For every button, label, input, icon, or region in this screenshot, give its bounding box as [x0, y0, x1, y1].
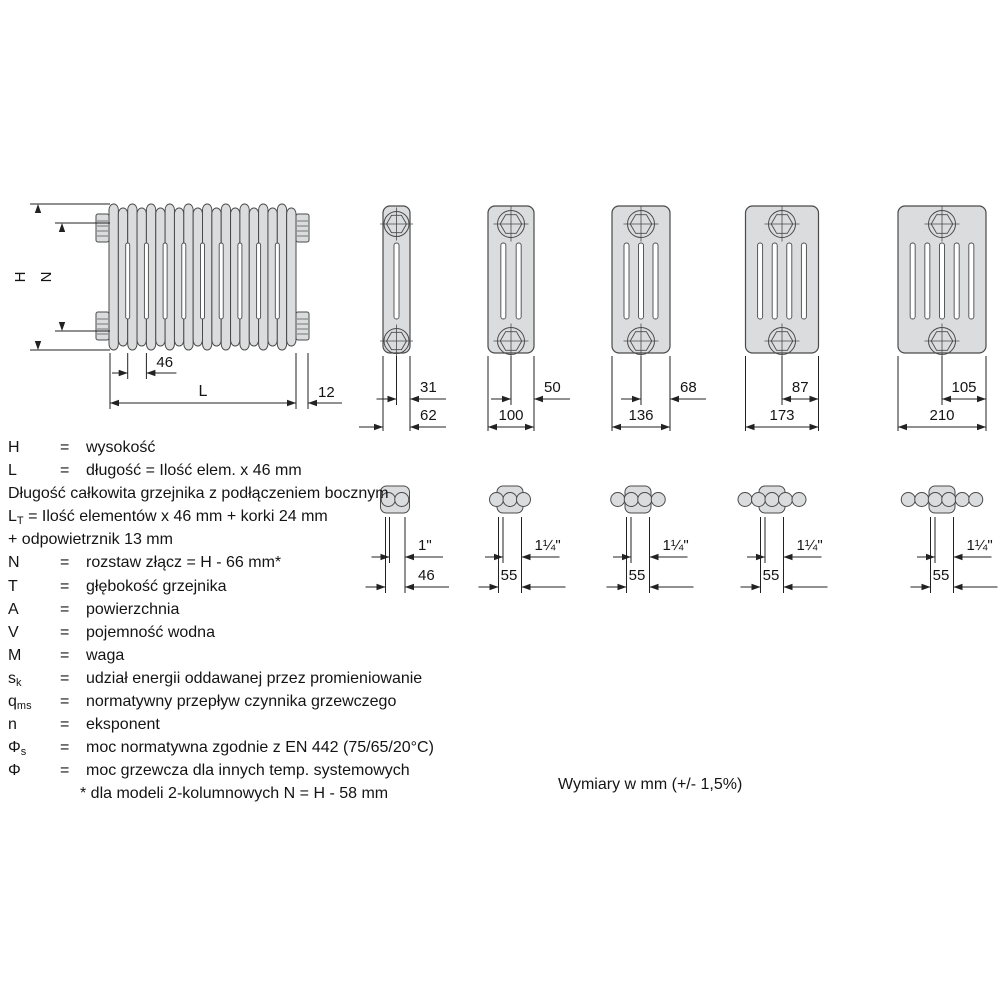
- arrowhead: [618, 584, 627, 590]
- legend-equals: =: [60, 577, 70, 595]
- legend-text: udział energii oddawanej przez promieniowanie: [86, 669, 423, 687]
- pipe-circle: [490, 493, 504, 507]
- half-depth-label: 87: [791, 379, 809, 396]
- half-depth-label: 68: [680, 379, 697, 396]
- pipe-circle: [611, 493, 625, 507]
- legend-row: [8, 621, 478, 644]
- pipe-circle: [901, 493, 915, 507]
- arrowhead: [35, 341, 41, 350]
- arrowhead: [59, 223, 65, 232]
- column-gap-slot: [144, 243, 148, 319]
- legend-symbol: H: [8, 439, 20, 456]
- radiator-tube: [287, 208, 296, 346]
- pitch-label: 55: [932, 567, 950, 584]
- column-gap-slot: [787, 243, 792, 319]
- arrowhead: [977, 396, 986, 402]
- cross-section-136: [612, 206, 706, 431]
- legend-row: [8, 436, 478, 459]
- pipe-circle: [638, 493, 652, 507]
- legend-row: [8, 459, 478, 482]
- legend-row: [8, 667, 478, 690]
- thread-size-label: 1": [418, 537, 432, 554]
- arrowhead: [977, 424, 986, 430]
- column-gap-slot: [275, 243, 279, 319]
- legend-row: [8, 759, 478, 782]
- legend-row: [8, 598, 478, 621]
- column-gap-slot: [516, 243, 521, 319]
- arrowhead: [522, 554, 531, 560]
- column-gap-slot: [126, 243, 130, 319]
- legend-symbol: Φ: [8, 762, 21, 780]
- height-H-label: H: [12, 271, 29, 283]
- legend-equals: =: [60, 716, 70, 734]
- front-view-radiator: [96, 204, 309, 350]
- legend-text: normatywny przepływ czynnika grzewczego: [86, 693, 397, 711]
- legend-text: + odpowietrznik 13 mm: [8, 531, 173, 549]
- pipe-circle: [792, 493, 806, 507]
- legend-symbol-subscript: s: [20, 746, 27, 759]
- arrowhead: [59, 322, 65, 331]
- legend-row: [8, 644, 478, 667]
- legend-symbol: LT: [8, 508, 24, 528]
- thread-size-label: 1¼": [662, 537, 689, 554]
- element-width-46-label: 46: [156, 354, 174, 371]
- legend-text: moc normatywna zgodnie z EN 442 (75/65/20°C): [86, 739, 434, 757]
- legend-equals: =: [60, 739, 70, 757]
- legend-equals: =: [60, 646, 70, 664]
- arrowhead: [752, 584, 761, 590]
- column-gap-slot: [163, 243, 167, 319]
- connection-stub: [296, 214, 309, 242]
- column-gap-slot: [639, 243, 644, 319]
- legend-text: eksponent: [86, 716, 160, 734]
- column-gap-slot: [624, 243, 629, 319]
- column-gap-slot: [925, 243, 930, 319]
- arrowhead: [502, 396, 511, 402]
- legend-equals: =: [60, 600, 70, 618]
- legend-equals: =: [60, 462, 70, 480]
- pipe-circle: [969, 493, 983, 507]
- legend-text: moc grzewcza dla innych temp. systemowych: [86, 762, 410, 780]
- legend-equals: =: [60, 554, 70, 572]
- arrowhead: [632, 396, 641, 402]
- arrowhead: [146, 370, 155, 376]
- arrowhead: [784, 554, 793, 560]
- legend-text: waga: [86, 646, 125, 664]
- depth-label: 100: [498, 407, 524, 424]
- legend-equals: =: [60, 669, 70, 687]
- arrowhead: [782, 396, 791, 402]
- column-gap-slot: [394, 243, 399, 319]
- pipe-circle: [503, 493, 517, 507]
- column-gap-slot: [257, 243, 261, 319]
- legend-symbol: n: [8, 716, 17, 734]
- pipe-circle: [517, 493, 531, 507]
- depth-label: 210: [929, 407, 955, 424]
- arrowhead: [954, 584, 963, 590]
- arrowhead: [898, 424, 907, 430]
- pitch-label: 55: [762, 567, 780, 584]
- joint-spacing-N-label: N: [38, 271, 55, 283]
- arrowhead: [810, 424, 819, 430]
- pipe-circle: [955, 493, 969, 507]
- depth-label: 136: [628, 407, 654, 424]
- legend-symbol: T: [8, 577, 18, 595]
- column-gap-slot: [969, 243, 974, 319]
- length-L-label: L: [198, 383, 208, 400]
- arrowhead: [119, 370, 128, 376]
- arrowhead: [308, 400, 317, 406]
- legend-text: pojemność wodna: [86, 623, 215, 641]
- legend-symbol: N: [8, 554, 20, 572]
- legend-symbol: A: [8, 600, 19, 618]
- arrowhead: [488, 424, 497, 430]
- legend-text: * dla modeli 2-kolumnowych N = H - 58 mm: [80, 785, 389, 803]
- column-gap-slot: [758, 243, 763, 319]
- legend-symbol: qms: [8, 693, 32, 713]
- top-view-210: [901, 486, 997, 593]
- arrowhead: [35, 204, 41, 213]
- column-gap-slot: [910, 243, 915, 319]
- legend-symbol: sk: [8, 669, 22, 689]
- legend-row: [8, 736, 478, 759]
- legend-symbol: V: [8, 623, 19, 641]
- pipe-circle: [765, 493, 779, 507]
- column-gap-slot: [238, 243, 242, 319]
- pipe-circle: [942, 493, 956, 507]
- legend-row: [8, 690, 478, 713]
- arrowhead: [810, 396, 819, 402]
- legend-symbol: L: [8, 462, 17, 480]
- arrowhead: [534, 396, 543, 402]
- column-gap-slot: [201, 243, 205, 319]
- legend-symbol-subscript: k: [16, 676, 22, 689]
- legend-equals: =: [60, 762, 70, 780]
- column-gap-slot: [653, 243, 658, 319]
- half-depth-label: 105: [951, 379, 977, 396]
- half-depth-label: 31: [420, 379, 437, 396]
- legend-row: [8, 551, 478, 574]
- legend-row: [8, 782, 478, 805]
- legend-equals: =: [60, 623, 70, 641]
- arrowhead: [525, 424, 534, 430]
- column-gap-slot: [772, 243, 777, 319]
- arrowhead: [410, 424, 419, 430]
- pipe-circle: [651, 493, 665, 507]
- legend-text: rozstaw złącz = H - 66 mm*: [86, 554, 282, 572]
- column-gap-slot: [940, 243, 945, 319]
- legend-symbol-subscript: ms: [16, 700, 32, 713]
- legend-text: wysokość: [86, 439, 156, 456]
- column-gap-slot: [801, 243, 806, 319]
- legend-equals: =: [60, 693, 70, 711]
- cross-section-210: [898, 206, 986, 431]
- depth-label: 62: [420, 407, 437, 424]
- cross-section-100: [488, 206, 570, 431]
- pitch-label: 55: [500, 567, 518, 584]
- legend-row: [8, 528, 478, 551]
- legend-text: Długość całkowita grzejnika z podłączeniem bocznym: [8, 485, 389, 503]
- arrowhead: [612, 424, 621, 430]
- pipe-circle: [752, 493, 766, 507]
- legend-symbol: M: [8, 646, 22, 664]
- column-gap-slot: [219, 243, 223, 319]
- legend-text: głębokość grzejnika: [86, 577, 227, 595]
- thread-size-label: 1¼": [796, 537, 823, 554]
- pitch-label: 55: [628, 567, 646, 584]
- arrowhead: [410, 396, 419, 402]
- pitch-label: 46: [418, 567, 435, 584]
- legend-row: [8, 575, 478, 598]
- column-gap-slot: [182, 243, 186, 319]
- arrowhead: [670, 396, 679, 402]
- pipe-circle: [624, 493, 638, 507]
- arrowhead: [942, 396, 951, 402]
- pipe-circle: [779, 493, 793, 507]
- top-view-136: [607, 486, 694, 593]
- arrowhead: [784, 584, 793, 590]
- thread-size-label: 1¼": [534, 537, 561, 554]
- arrowhead: [650, 554, 659, 560]
- arrowhead: [287, 400, 296, 406]
- top-view-100: [479, 486, 566, 593]
- column-gap-slot: [501, 243, 506, 319]
- legend-symbol: Φs: [8, 739, 27, 759]
- cross-section-62: [359, 206, 446, 431]
- end-cap-12-label: 12: [318, 384, 335, 401]
- legend-row: [8, 505, 478, 528]
- cross-section-173: [746, 206, 819, 431]
- dimensions-footnote: Wymiary w mm (+/- 1,5%): [558, 776, 743, 793]
- arrowhead: [922, 584, 931, 590]
- legend-text: powierzchnia: [86, 600, 180, 618]
- arrowhead: [110, 400, 119, 406]
- connection-stub: [96, 214, 109, 242]
- top-view-173: [738, 486, 828, 593]
- arrowhead: [954, 554, 963, 560]
- pipe-circle: [915, 493, 929, 507]
- thread-size-label: 1¼": [966, 537, 993, 554]
- arrowhead: [388, 396, 397, 402]
- half-depth-label: 50: [544, 379, 561, 396]
- arrowhead: [490, 584, 499, 590]
- pipe-circle: [928, 493, 942, 507]
- arrowhead: [650, 584, 659, 590]
- column-gap-slot: [954, 243, 959, 319]
- legend-symbol-subscript: T: [16, 515, 24, 528]
- radiator-tube: [109, 204, 118, 350]
- height-dimensions: [12, 204, 110, 350]
- arrowhead: [661, 424, 670, 430]
- connection-stub: [296, 312, 309, 340]
- legend-text: = Ilość elementów x 46 mm + korki 24 mm: [23, 508, 328, 526]
- pipe-circle: [738, 493, 752, 507]
- legend-equals: =: [60, 439, 70, 456]
- depth-label: 173: [769, 407, 795, 424]
- arrowhead: [374, 424, 383, 430]
- legend: [8, 436, 478, 806]
- legend-row: [8, 713, 478, 736]
- arrowhead: [522, 584, 531, 590]
- arrowhead: [746, 424, 755, 430]
- front-view-dimensions: [110, 353, 342, 409]
- legend-row: [8, 482, 478, 505]
- connection-stub: [96, 312, 109, 340]
- legend-text: długość = Ilość elem. x 46 mm: [86, 462, 302, 480]
